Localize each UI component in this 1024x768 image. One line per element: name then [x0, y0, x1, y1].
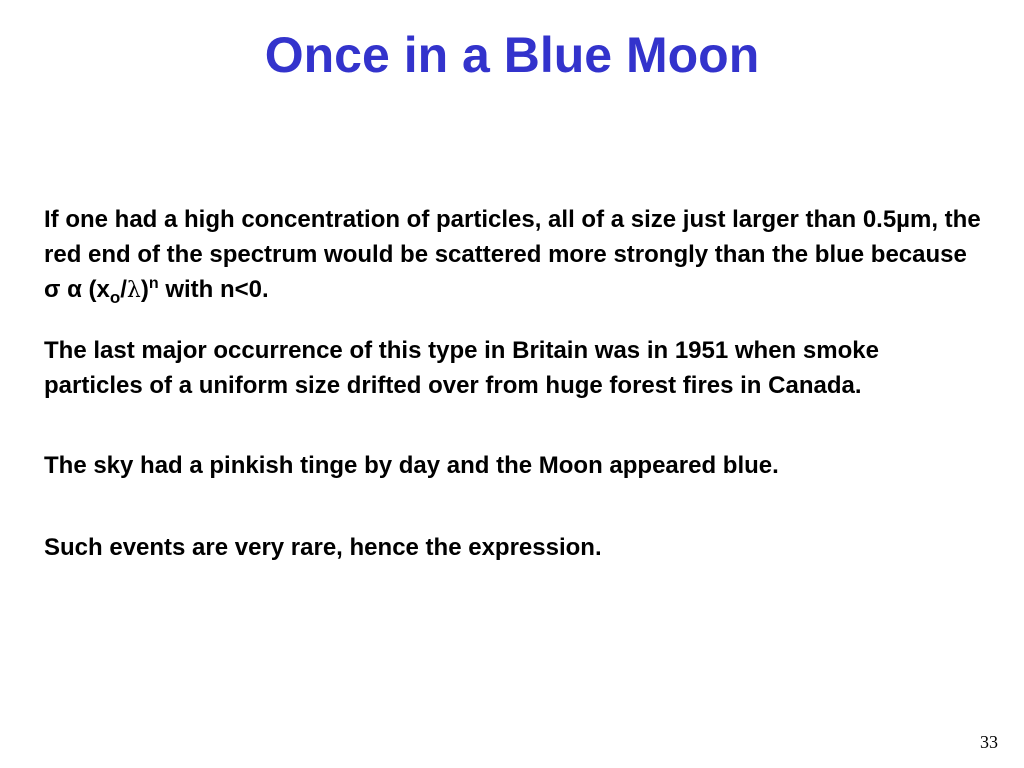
superscript-n: n — [148, 275, 159, 292]
page-number: 33 — [980, 732, 998, 752]
lambda-symbol: λ — [126, 278, 141, 303]
slash: / — [120, 276, 127, 303]
slide-body — [44, 202, 984, 565]
paragraph-rare-events: Such events are very rare, hence the expression. — [44, 534, 602, 561]
paragraph-pinkish-sky: The sky had a pinkish tinge by day and the Moon appeared blue. — [44, 452, 779, 479]
slide-title: Once in a Blue Moon — [264, 27, 760, 83]
paragraph-britain-1951: The last major occurrence of this type in Britain was in 1951 when smoke particles of a uniform size drifted over from huge forest fires in Canada. — [44, 337, 879, 399]
subscript-o: o — [109, 288, 121, 307]
paragraph-particle-scattering — [44, 202, 984, 308]
close-paren: ) — [140, 276, 149, 303]
paragraph-1-text-start: If one had a high concentration of particles, all of a size just larger than 0.5µm, the red end of the spectrum would be scattered more strongly than the blue because σ α (x — [44, 206, 981, 303]
paragraph-1-text-end: with n<0. — [158, 276, 269, 303]
